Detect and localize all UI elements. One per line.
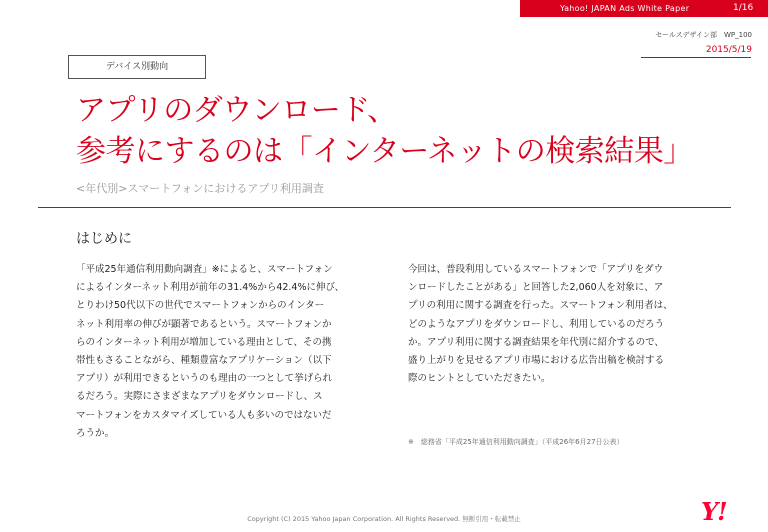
body-line: るだろう。実際にさまざまなアプリをダウンロードし、ス xyxy=(76,391,323,403)
body-right-column xyxy=(408,261,728,388)
category-tag: デバイス別動向 xyxy=(68,55,206,79)
body-line: 「平成25年通信利用動向調査」※によると、スマートフォン xyxy=(76,264,333,275)
body-line: か。アプリ利用に関する調査結果を年代別に紹介するので、 xyxy=(408,336,664,348)
section-heading: はじめに xyxy=(76,231,132,247)
page-number: 1/16 xyxy=(733,3,754,13)
body-line: ろうか。 xyxy=(76,427,115,439)
body-line: 盛り上がりを見せるアプリ市場における広告出稿を検討する xyxy=(408,355,665,367)
publish-date: 2015/5/19 xyxy=(705,45,752,55)
header-bar xyxy=(520,0,768,17)
header-brand: Yahoo! JAPAN Ads White Paper xyxy=(560,4,690,13)
date-underline xyxy=(641,57,751,58)
body-line: アプリ）が利用できるというのも理由の一つとして挙げられ xyxy=(76,373,333,385)
page-subtitle: <年代別>スマートフォンにおけるアプリ利用調査 xyxy=(76,182,324,195)
page-title xyxy=(76,90,693,172)
department-label: セールスデザイン部 WP_100 xyxy=(655,31,752,39)
body-line: 帯性もさることながら、種類豊富なアプリケーション（以下 xyxy=(76,355,332,367)
section-divider xyxy=(38,207,731,208)
body-line: によるインターネット利用が前年の31.4%から42.4%に伸び、 xyxy=(76,282,345,294)
body-line: 際のヒントとしていただきたい。 xyxy=(408,373,551,385)
title-line-2: 参考にするのは「インターネットの検索結果」 xyxy=(76,134,693,169)
yahoo-logo-icon: Y! xyxy=(701,497,727,526)
title-line-1: アプリのダウンロード、 xyxy=(76,93,397,128)
footnote: ※ 総務省「平成25年通信利用動向調査」（平成26年6月27日公表） xyxy=(408,438,624,446)
copyright-notice: Copyright (C) 2015 Yahoo Japan Corporation. All Rights Reserved. 無断引用・転載禁止 xyxy=(247,515,521,523)
body-line: どのようなアプリをダウンロードし、利用しているのだろう xyxy=(408,318,665,330)
body-line: とりわけ50代以下の世代でスマートフォンからのインター xyxy=(76,300,325,312)
body-line: マートフォンをカスタマイズしている人も多いのではないだ xyxy=(76,409,332,421)
body-line: ネット利用率の伸びが顕著であるという。スマートフォンか xyxy=(76,318,332,330)
body-line: プリの利用に関する調査を行った。スマートフォン利用者は、 xyxy=(408,300,673,312)
body-line: らのインターネット利用が増加している理由として、その携 xyxy=(76,336,332,348)
body-line: 今回は、普段利用しているスマートフォンで「アプリをダウ xyxy=(408,264,664,275)
body-line: ンロードしたことがある」と回答した2,060人を対象に、ア xyxy=(408,282,664,294)
body-left-column xyxy=(76,261,386,443)
